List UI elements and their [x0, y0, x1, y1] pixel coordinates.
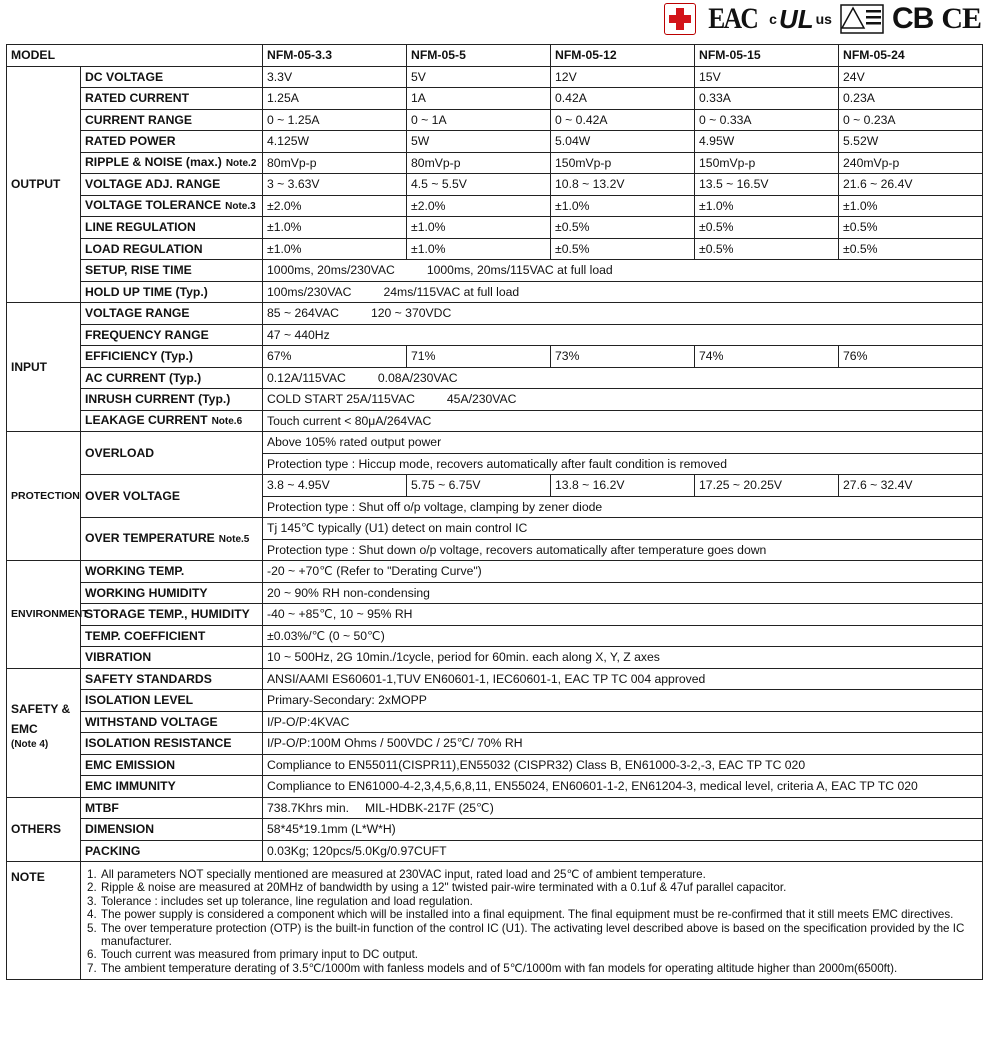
cell-value: 67% — [263, 346, 407, 368]
model-name: NFM-05-24 — [839, 45, 983, 67]
table-row — [7, 647, 983, 669]
row-label: WORKING HUMIDITY — [81, 582, 263, 604]
cell-value: 0 ~ 0.23A — [839, 109, 983, 131]
cell-value: -40 ~ +85℃, 10 ~ 95% RH — [263, 604, 983, 626]
row-label: WORKING TEMP. — [81, 561, 263, 583]
table-row — [7, 324, 983, 346]
cell-value: 5.04W — [551, 131, 695, 153]
table-row — [7, 410, 983, 432]
cell-value: Tj 145℃ typically (U1) detect on main control IC — [263, 518, 983, 540]
note-ref: Note.2 — [225, 157, 257, 169]
specification-table — [6, 44, 983, 980]
cell-value: 0.33A — [695, 88, 839, 110]
table-row — [7, 389, 983, 411]
row-label: LOAD REGULATION — [81, 238, 263, 260]
note-ref: Note.5 — [218, 534, 250, 545]
list-item: 7. The ambient temperature derating of 3.5℃/1000m with fanless models and of 5℃/1000m with fan models for operating altitude higher than 2000m(6500ft). — [87, 961, 898, 975]
table-row — [7, 711, 983, 733]
table-row — [7, 733, 983, 755]
table-row — [7, 475, 983, 497]
cell-value: 80mVp-p — [263, 152, 407, 174]
cell-value: 150mVp-p — [695, 152, 839, 174]
row-label: LEAKAGE CURRENT Note.6 — [81, 410, 263, 432]
cell-value: ±1.0% — [551, 195, 695, 217]
cell-value: ±0.5% — [551, 217, 695, 239]
list-item: 4. The power supply is considered a component which will be installed into a final equipment. The final equipment must be re-confirmed that it still meets EMC directives. — [87, 908, 954, 922]
table-row — [7, 668, 983, 690]
cell-value: ±0.5% — [839, 238, 983, 260]
cell-value: 73% — [551, 346, 695, 368]
cell-value: 80mVp-p — [407, 152, 551, 174]
cell-value: ±1.0% — [263, 238, 407, 260]
row-label: CURRENT RANGE — [81, 109, 263, 131]
row-label: VOLTAGE ADJ. RANGE — [81, 174, 263, 196]
cell-value: 76% — [839, 346, 983, 368]
row-label: OVERLOAD — [81, 432, 263, 475]
cell-value: ANSI/AAMI ES60601-1,TUV EN60601-1, IEC60601-1, EAC TP TC 004 approved — [263, 668, 983, 690]
cell-value: Above 105% rated output power — [263, 432, 983, 454]
cell-value: COLD START 25A/115VAC 45A/230VAC — [263, 389, 983, 411]
cell-value: Compliance to EN55011(CISPR11),EN55032 (CISPR32) Class B, EN61000-3-2,-3, EAC TP TC 020 — [263, 754, 983, 776]
cell-value: 12V — [551, 66, 695, 88]
cell-value: Primary-Secondary: 2xMOPP — [263, 690, 983, 712]
section-note: NOTE — [7, 862, 81, 980]
cell-value: ±1.0% — [407, 217, 551, 239]
table-row — [7, 260, 983, 282]
table-row — [7, 432, 983, 454]
cell-value: 0 ~ 1.25A — [263, 109, 407, 131]
table-row — [7, 217, 983, 239]
row-label: ISOLATION RESISTANCE — [81, 733, 263, 755]
medical-cross-icon — [664, 3, 696, 35]
cell-value: 21.6 ~ 26.4V — [839, 174, 983, 196]
cell-value: 10 ~ 500Hz, 2G 10min./1cycle, period for 60min. each along X, Y, Z axes — [263, 647, 983, 669]
row-label: RATED CURRENT — [81, 88, 263, 110]
cell-value: 0.03Kg; 120pcs/5.0Kg/0.97CUFT — [263, 840, 983, 862]
cell-value: ±0.5% — [695, 217, 839, 239]
table-row — [7, 797, 983, 819]
row-label: OVER TEMPERATURE Note.5 — [81, 518, 263, 561]
cell-value: 150mVp-p — [551, 152, 695, 174]
table-row — [7, 776, 983, 798]
cell-value: 0 ~ 0.42A — [551, 109, 695, 131]
table-row — [7, 346, 983, 368]
table-row — [7, 303, 983, 325]
row-label: INRUSH CURRENT (Typ.) — [81, 389, 263, 411]
cell-value: 738.7Khrs min. MIL-HDBK-217F (25℃) — [263, 797, 983, 819]
table-row — [7, 88, 983, 110]
table-row — [7, 862, 983, 980]
cell-value: ±0.03%/℃ (0 ~ 50℃) — [263, 625, 983, 647]
ce-mark: CE — [941, 2, 981, 35]
note-ref: Note.6 — [211, 415, 243, 427]
cell-value: Protection type : Shut off o/p voltage, clamping by zener diode — [263, 496, 983, 518]
section-output: OUTPUT — [7, 66, 81, 303]
section-protection: PROTECTION — [7, 432, 81, 561]
cell-value: 5V — [407, 66, 551, 88]
section-environment: ENVIRONMENT — [7, 561, 81, 669]
row-label: FREQUENCY RANGE — [81, 324, 263, 346]
section-input: INPUT — [7, 303, 81, 432]
section-safety-emc: SAFETY & EMC (Note 4) — [7, 668, 81, 797]
row-label: VOLTAGE RANGE — [81, 303, 263, 325]
note-ref: Note.3 — [225, 200, 256, 212]
row-label: WITHSTAND VOLTAGE — [81, 711, 263, 733]
row-label: VIBRATION — [81, 647, 263, 669]
row-label: MTBF — [81, 797, 263, 819]
cell-value: 240mVp-p — [839, 152, 983, 174]
cell-value: 58*45*19.1mm (L*W*H) — [263, 819, 983, 841]
row-label: AC CURRENT (Typ.) — [81, 367, 263, 389]
row-label: HOLD UP TIME (Typ.) — [81, 281, 263, 303]
table-row — [7, 45, 983, 67]
cell-value: 24V — [839, 66, 983, 88]
model-name: NFM-05-15 — [695, 45, 839, 67]
table-row — [7, 604, 983, 626]
row-label: OVER VOLTAGE — [81, 475, 263, 518]
row-label: VOLTAGE TOLERANCE Note.3 — [81, 195, 263, 217]
cell-value: ±1.0% — [839, 195, 983, 217]
table-row — [7, 840, 983, 862]
table-row — [7, 66, 983, 88]
cell-value: 0 ~ 1A — [407, 109, 551, 131]
model-header: MODEL — [7, 45, 263, 67]
cell-value: 15V — [695, 66, 839, 88]
cell-value: 3.3V — [263, 66, 407, 88]
cell-value: Protection type : Shut down o/p voltage, recovers automatically after temperature goes down — [263, 539, 983, 561]
cell-value: ±2.0% — [263, 195, 407, 217]
table-row — [7, 109, 983, 131]
cell-value: 74% — [695, 346, 839, 368]
list-item: 3. Tolerance : includes set up tolerance, line regulation and load regulation. — [87, 894, 473, 908]
cell-value: ±1.0% — [263, 217, 407, 239]
model-name: NFM-05-5 — [407, 45, 551, 67]
table-row — [7, 582, 983, 604]
notes-list — [81, 862, 983, 980]
cb-mark: CB — [891, 2, 934, 35]
cell-value: 4.5 ~ 5.5V — [407, 174, 551, 196]
cell-value: 3 ~ 3.63V — [263, 174, 407, 196]
cell-value: 10.8 ~ 13.2V — [551, 174, 695, 196]
table-row — [7, 518, 983, 540]
cell-value: 4.125W — [263, 131, 407, 153]
cell-value: 85 ~ 264VAC 120 ~ 370VDC — [263, 303, 983, 325]
table-row — [7, 561, 983, 583]
cell-value: Touch current < 80μA/264VAC — [263, 410, 983, 432]
list-item: 6. Touch current was measured from primary input to DC output. — [87, 948, 419, 962]
table-row — [7, 131, 983, 153]
cell-value: Protection type : Hiccup mode, recovers automatically after fault condition is removed — [263, 453, 983, 475]
cell-value: ±1.0% — [407, 238, 551, 260]
cell-value: 0 ~ 0.33A — [695, 109, 839, 131]
cell-value: 27.6 ~ 32.4V — [839, 475, 983, 497]
cell-value: 0.42A — [551, 88, 695, 110]
row-label: STORAGE TEMP., HUMIDITY — [81, 604, 263, 626]
tuv-triangle-icon — [840, 4, 884, 34]
cell-value: ±1.0% — [695, 195, 839, 217]
row-label: DC VOLTAGE — [81, 66, 263, 88]
row-label: SAFETY STANDARDS — [81, 668, 263, 690]
section-others: OTHERS — [7, 797, 81, 862]
cell-value: -20 ~ +70℃ (Refer to "Derating Curve") — [263, 561, 983, 583]
row-label: ISOLATION LEVEL — [81, 690, 263, 712]
table-row — [7, 754, 983, 776]
table-row — [7, 238, 983, 260]
cell-value: I/P-O/P:100M Ohms / 500VDC / 25℃/ 70% RH — [263, 733, 983, 755]
row-label: RIPPLE & NOISE (max.) Note.2 — [81, 152, 263, 174]
cell-value: 3.8 ~ 4.95V — [263, 475, 407, 497]
cell-value: 47 ~ 440Hz — [263, 324, 983, 346]
cell-value: 13.5 ~ 16.5V — [695, 174, 839, 196]
row-label: TEMP. COEFFICIENT — [81, 625, 263, 647]
list-item: 1. All parameters NOT specially mentioned are measured at 230VAC input, rated load and 25℃ of ambient temperature. — [87, 868, 706, 881]
cell-value: Compliance to EN61000-4-2,3,4,5,6,8,11, EN55024, EN60601-1-2, EN61204-3, medical level, criteria A, EAC TP TC 020 — [263, 776, 983, 798]
table-row — [7, 690, 983, 712]
certification-logos — [664, 0, 981, 38]
table-row — [7, 367, 983, 389]
model-name: NFM-05-12 — [551, 45, 695, 67]
cell-value: 71% — [407, 346, 551, 368]
cell-value: 5W — [407, 131, 551, 153]
table-row — [7, 625, 983, 647]
table-row — [7, 152, 983, 174]
cell-value: 1.25A — [263, 88, 407, 110]
cell-value: 20 ~ 90% RH non-condensing — [263, 582, 983, 604]
cell-value: ±0.5% — [695, 238, 839, 260]
table-row — [7, 195, 983, 217]
cell-value: I/P-O/P:4KVAC — [263, 711, 983, 733]
eac-mark: EAC — [708, 2, 757, 35]
row-label: SETUP, RISE TIME — [81, 260, 263, 282]
list-item: 2. Ripple & noise are measured at 20MHz of bandwidth by using a 12" twisted pair-wire terminated with a 0.1uf & 47uf parallel capacitor. — [87, 881, 787, 895]
row-label: RATED POWER — [81, 131, 263, 153]
table-row — [7, 174, 983, 196]
cell-value: 4.95W — [695, 131, 839, 153]
cell-value: 0.12A/115VAC 0.08A/230VAC — [263, 367, 983, 389]
cell-value: 5.52W — [839, 131, 983, 153]
cell-value: ±0.5% — [551, 238, 695, 260]
row-label: EMC EMISSION — [81, 754, 263, 776]
cell-value: 1A — [407, 88, 551, 110]
cell-value: 0.23A — [839, 88, 983, 110]
row-label: DIMENSION — [81, 819, 263, 841]
cell-value: 17.25 ~ 20.25V — [695, 475, 839, 497]
row-label: PACKING — [81, 840, 263, 862]
cell-value: ±2.0% — [407, 195, 551, 217]
cell-value: 1000ms, 20ms/230VAC 1000ms, 20ms/115VAC at full load — [263, 260, 983, 282]
row-label: LINE REGULATION — [81, 217, 263, 239]
row-label: EMC IMMUNITY — [81, 776, 263, 798]
table-row — [7, 819, 983, 841]
cell-value: 100ms/230VAC 24ms/115VAC at full load — [263, 281, 983, 303]
cell-value: ±0.5% — [839, 217, 983, 239]
list-item: 5. The over temperature protection (OTP) is the built-in function of the control IC (U1). The activating level described above is based on the specification provided by the IC manufacturer. — [87, 921, 965, 949]
model-name: NFM-05-3.3 — [263, 45, 407, 67]
cell-value: 5.75 ~ 6.75V — [407, 475, 551, 497]
row-label: EFFICIENCY (Typ.) — [81, 346, 263, 368]
cul-us-mark: c UL us — [769, 3, 832, 34]
cell-value: 13.8 ~ 16.2V — [551, 475, 695, 497]
table-row — [7, 281, 983, 303]
